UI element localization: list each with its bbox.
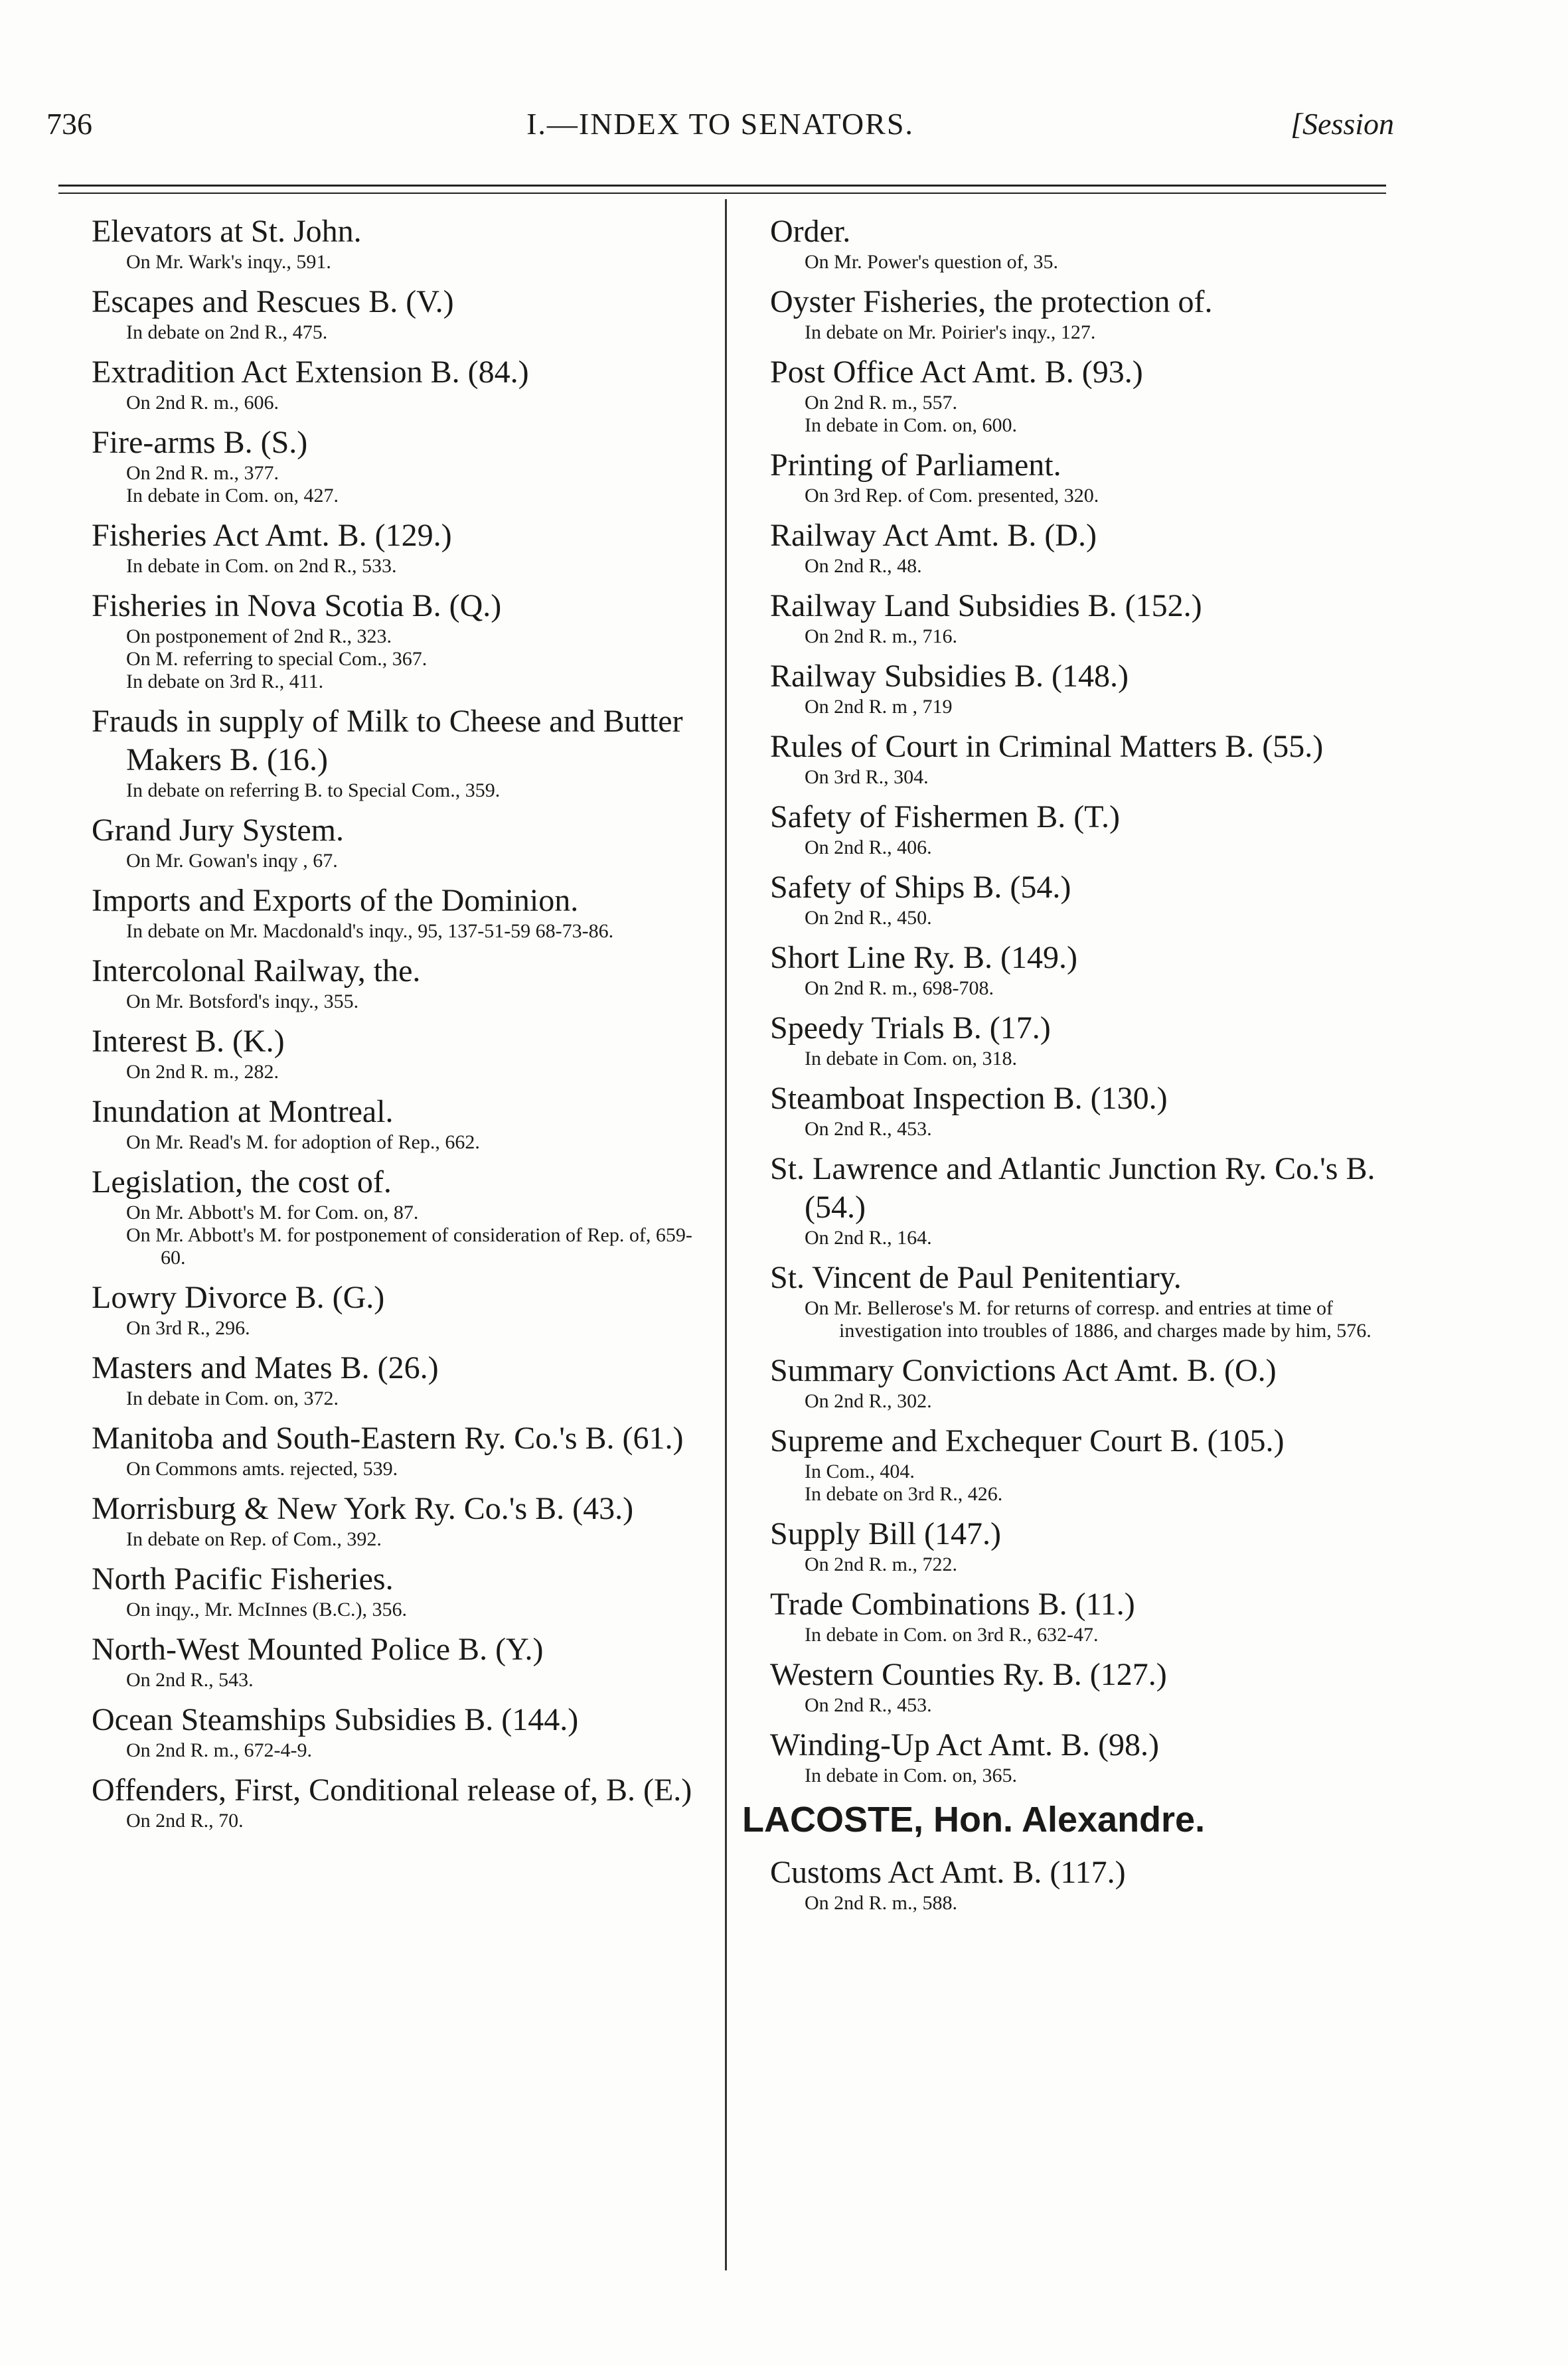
index-entry	[770, 1656, 1414, 1717]
entry-title: Winding-Up Act Amt. B. (98.)	[770, 1727, 1160, 1763]
session-label: [Session	[1291, 107, 1394, 141]
entry-title: Oyster Fisheries, the protection of.	[770, 284, 1213, 319]
index-entry	[92, 1163, 716, 1269]
entry-reference: On 2nd R. m., 716.	[805, 625, 958, 647]
entry-reference: On Mr. Abbott's M. for postponement of consideration of Rep. of, 659-60.	[126, 1224, 692, 1269]
entry-title: Printing of Parliament.	[770, 447, 1061, 483]
senator-name: LACOSTE, Hon. Alexandre.	[742, 1800, 1206, 1840]
index-entry	[770, 1079, 1414, 1141]
index-entry	[770, 1150, 1414, 1249]
index-entry	[92, 1093, 716, 1154]
entry-reference: On postponement of 2nd R., 323.	[126, 625, 392, 647]
index-entry	[770, 1259, 1414, 1342]
index-entry	[92, 516, 716, 578]
entry-reference: On M. referring to special Com., 367.	[126, 648, 428, 670]
index-entry	[770, 587, 1414, 648]
entry-title: Offenders, First, Conditional release of, B. (E.)	[92, 1773, 692, 1808]
entry-title: Short Line Ry. B. (149.)	[770, 940, 1077, 975]
entry-title: Frauds in supply of Milk to Cheese and Butter Makers B. (16.)	[92, 704, 683, 777]
entry-title: Imports and Exports of the Dominion.	[92, 883, 579, 918]
entry-title: Lowry Divorce B. (G.)	[92, 1280, 385, 1315]
entry-reference: On 2nd R. m., 282.	[126, 1061, 279, 1083]
index-entry	[770, 1585, 1414, 1646]
entry-reference: In debate in Com. on 2nd R., 533.	[126, 555, 397, 577]
index-entry	[92, 1560, 716, 1621]
entry-reference: On 2nd R. m., 606.	[126, 392, 279, 414]
index-entry	[770, 1352, 1414, 1413]
page-number: 736	[46, 107, 92, 141]
entry-reference: In debate on 3rd R., 411.	[126, 670, 324, 692]
entry-reference: On 3rd R., 296.	[126, 1317, 250, 1339]
entry-title: Steamboat Inspection B. (130.)	[770, 1081, 1168, 1116]
entry-title: Summary Convictions Act Amt. B. (O.)	[770, 1353, 1277, 1388]
entry-title: St. Lawrence and Atlantic Junction Ry. Co.'s B. (54.)	[770, 1151, 1375, 1225]
index-entry	[770, 939, 1414, 1000]
entry-reference: On 2nd R. m., 698-708.	[805, 977, 994, 999]
entry-reference: On 2nd R. m , 719	[805, 696, 953, 718]
entry-title: Safety of Ships B. (54.)	[770, 870, 1071, 905]
index-entry	[92, 1279, 716, 1340]
entry-title: Railway Land Subsidies B. (152.)	[770, 588, 1202, 623]
entry-title: Legislation, the cost of.	[92, 1164, 392, 1200]
index-entry	[770, 446, 1414, 507]
entry-reference: On 2nd R., 70.	[126, 1810, 244, 1832]
index-entry	[92, 424, 716, 507]
column-divider	[725, 199, 727, 2270]
entry-reference: On 2nd R. m., 722.	[805, 1553, 958, 1575]
index-entry	[92, 811, 716, 872]
index-entry	[92, 1701, 716, 1762]
index-entry	[770, 728, 1414, 789]
entry-title: Fisheries Act Amt. B. (129.)	[92, 518, 452, 553]
entry-reference: On Mr. Power's question of, 35.	[805, 251, 1059, 273]
entry-title: Ocean Steamships Subsidies B. (144.)	[92, 1702, 579, 1737]
entry-title: St. Vincent de Paul Penitentiary.	[770, 1260, 1182, 1295]
entry-title: Western Counties Ry. B. (127.)	[770, 1657, 1167, 1692]
index-entry	[92, 952, 716, 1013]
index-entry	[92, 882, 716, 943]
entry-reference: In Com., 404.	[805, 1460, 915, 1482]
index-entry	[770, 516, 1414, 578]
entry-reference: On Mr. Wark's inqy., 591.	[126, 251, 331, 273]
entry-reference: In debate in Com. on, 365.	[805, 1765, 1017, 1786]
entry-reference: On Commons amts. rejected, 539.	[126, 1458, 398, 1480]
entry-title: Masters and Mates B. (26.)	[92, 1350, 439, 1385]
entry-title: Extradition Act Extension B. (84.)	[92, 355, 529, 390]
entry-title: Grand Jury System.	[92, 813, 344, 848]
index-entry	[770, 212, 1414, 274]
entry-reference: In debate on Mr. Poirier's inqy., 127.	[805, 321, 1096, 343]
entry-reference: In debate on referring B. to Special Com., 359.	[126, 779, 501, 801]
right-entry-list	[770, 212, 1414, 1787]
index-entry	[92, 1490, 716, 1551]
entry-title: Elevators at St. John.	[92, 214, 362, 249]
entry-title: Supreme and Exchequer Court B. (105.)	[770, 1423, 1285, 1459]
index-entry	[92, 1022, 716, 1083]
entry-reference: On 2nd R. m., 588.	[805, 1892, 958, 1914]
entry-reference: In debate in Com. on, 600.	[805, 414, 1017, 436]
entry-reference: On inqy., Mr. McInnes (B.C.), 356.	[126, 1599, 408, 1620]
index-entry	[92, 702, 716, 802]
index-entry	[770, 353, 1414, 437]
entry-reference: In debate on Rep. of Com., 392.	[126, 1528, 382, 1550]
entry-reference: On 2nd R. m., 377.	[126, 462, 279, 484]
entry-reference: On 3rd Rep. of Com. presented, 320.	[805, 485, 1099, 507]
entry-title: Intercolonal Railway, the.	[92, 953, 421, 988]
index-entry	[92, 1771, 716, 1832]
entry-reference: On 2nd R., 450.	[805, 907, 932, 929]
entry-title: Railway Act Amt. B. (D.)	[770, 518, 1097, 553]
entry-title: Interest B. (K.)	[92, 1024, 285, 1059]
entry-title: Fire-arms B. (S.)	[92, 425, 308, 460]
entry-title: Order.	[770, 214, 851, 249]
index-entry	[770, 1853, 1414, 1915]
entry-reference: On 2nd R., 453.	[805, 1118, 932, 1140]
entry-reference: On 2nd R., 48.	[805, 555, 922, 577]
entry-title: Rules of Court in Criminal Matters B. (55.)	[770, 729, 1324, 764]
entry-title: Safety of Fishermen B. (T.)	[770, 799, 1120, 834]
index-entry	[92, 353, 716, 414]
entry-reference: On 2nd R. m., 672-4-9.	[126, 1739, 312, 1761]
entry-reference: On Mr. Bellerose's M. for returns of corresp. and entries at time of investigation into troubles of 1886, and charges made by him, 576.	[805, 1297, 1372, 1342]
right-column	[742, 212, 1414, 1924]
entry-title: Speedy Trials B. (17.)	[770, 1010, 1051, 1046]
index-entry	[770, 1515, 1414, 1576]
entry-title: Supply Bill (147.)	[770, 1516, 1002, 1551]
header-rule-top	[58, 185, 1386, 187]
entry-reference: On 3rd R., 304.	[805, 766, 929, 788]
entry-reference: On 2nd R., 302.	[805, 1390, 932, 1412]
index-entry	[92, 1419, 716, 1480]
entry-title: Railway Subsidies B. (148.)	[770, 659, 1129, 694]
entry-reference: In debate on Mr. Macdonald's inqy., 95, 137-51-59 68-73-86.	[126, 920, 614, 942]
entry-reference: On 2nd R. m., 557.	[805, 392, 958, 414]
entry-title: Morrisburg & New York Ry. Co.'s B. (43.)	[92, 1491, 634, 1526]
index-entry	[92, 587, 716, 693]
entry-title: Trade Combinations B. (11.)	[770, 1587, 1135, 1622]
entry-reference: In debate in Com. on 3rd R., 632-47.	[805, 1624, 1099, 1646]
entry-reference: In debate in Com. on, 318.	[805, 1048, 1017, 1069]
entry-title: Customs Act Amt. B. (117.)	[770, 1855, 1126, 1890]
entry-reference: On Mr. Botsford's inqy., 355.	[126, 990, 359, 1012]
index-entry	[92, 283, 716, 344]
index-entry	[770, 657, 1414, 718]
entry-reference: In debate in Com. on, 372.	[126, 1387, 339, 1409]
index-entry	[770, 1422, 1414, 1506]
entry-reference: On 2nd R., 406.	[805, 836, 932, 858]
entry-title: Manitoba and South-Eastern Ry. Co.'s B. (61.)	[92, 1421, 684, 1456]
senator-entry-list	[770, 1853, 1414, 1915]
running-title: I.—INDEX TO SENATORS.	[526, 107, 914, 141]
entry-title: North Pacific Fisheries.	[92, 1561, 394, 1597]
index-entry	[770, 283, 1414, 344]
index-entry	[770, 1009, 1414, 1070]
entry-reference: In debate on 2nd R., 475.	[126, 321, 328, 343]
entry-title: Escapes and Rescues B. (V.)	[92, 284, 454, 319]
entry-title: Post Office Act Amt. B. (93.)	[770, 355, 1143, 390]
index-entry	[92, 1349, 716, 1410]
entry-reference: On 2nd R., 543.	[126, 1669, 254, 1691]
entry-reference: On Mr. Abbott's M. for Com. on, 87.	[126, 1202, 419, 1223]
entry-reference: In debate on 3rd R., 426.	[805, 1483, 1003, 1505]
header-rule-bottom	[58, 193, 1386, 194]
page-header	[46, 106, 1394, 159]
left-column	[92, 212, 716, 1842]
entry-reference: In debate in Com. on, 427.	[126, 485, 339, 507]
entry-title: Inundation at Montreal.	[92, 1094, 394, 1129]
index-entry	[92, 212, 716, 274]
entry-reference: On Mr. Gowan's inqy , 67.	[126, 850, 338, 872]
index-entry	[770, 1726, 1414, 1787]
entry-title: Fisheries in Nova Scotia B. (Q.)	[92, 588, 502, 623]
entry-reference: On 2nd R., 164.	[805, 1227, 932, 1249]
index-entry	[92, 1630, 716, 1692]
entry-reference: On Mr. Read's M. for adoption of Rep., 662.	[126, 1131, 480, 1153]
index-entry	[770, 798, 1414, 859]
index-entry	[770, 868, 1414, 929]
entry-title: North-West Mounted Police B. (Y.)	[92, 1632, 544, 1667]
entry-reference: On 2nd R., 453.	[805, 1694, 932, 1716]
